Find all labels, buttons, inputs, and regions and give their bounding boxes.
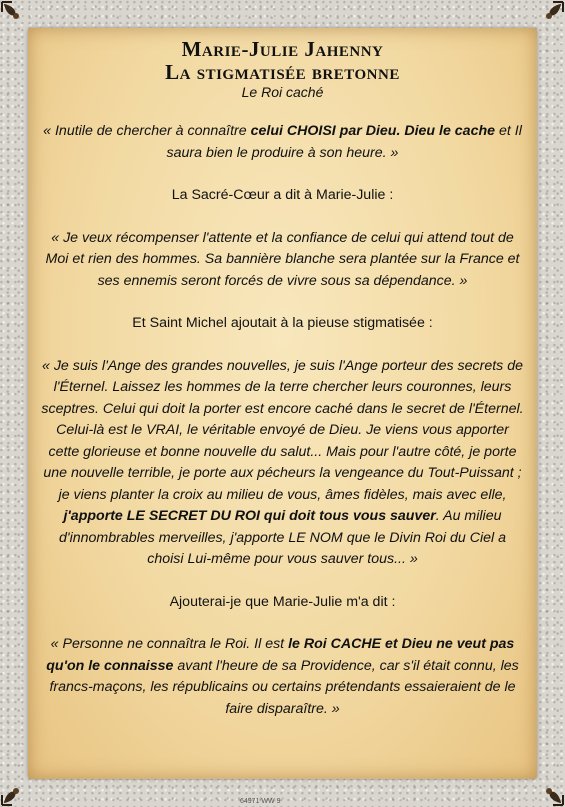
- intro-saint-michel: Et Saint Michel ajoutait à la pieuse stigmatisée :: [132, 315, 433, 331]
- quote-3-bold: j'apporte LE SECRET DU ROI qui doit tous vous sauver: [63, 508, 436, 524]
- quote-4-text-end: avant l'heure de sa Providence, car s'il était connu, les francs-maçons, les républicains ou certains prétendants essaieraient de le faire disparaître. »: [49, 657, 519, 717]
- quote-1-text-end: et Il saura bien le produire à son heure. »: [166, 123, 522, 161]
- quote-2: « Je veux récompenser l'attente et la confiance de celui qui attend tout de Moi et rien des hommes. Sa bannière blanche sera plantée sur la France et ses ennemis seront forcés de vivre sous sa dépendance. »: [45, 229, 520, 289]
- subtitle: Le Roi caché: [241, 84, 324, 100]
- quote-4-bold: le Roi CACHE et Dieu ne veut pas qu'on le connaisse: [46, 636, 515, 674]
- title-name: Marie-Julie Jahenny: [181, 37, 384, 61]
- quote-1-bold: celui CHOISI par Dieu. Dieu le cache: [250, 123, 496, 139]
- intro-marie-julie: Ajouterai-je que Marie-Julie m'a dit :: [169, 593, 396, 610]
- footer-code: 64971 WW 9: [240, 798, 281, 805]
- quote-4-text: « Personne ne connaîtra le Roi. Il est: [50, 636, 289, 652]
- title-subheading: La stigmatisée bretonne: [165, 60, 400, 84]
- document-content: [40, 38, 525, 720]
- quote-4: [40, 634, 525, 720]
- quote-3-text: « Je suis l'Ange des grandes nouvelles, je suis l'Ange porteur des secrets de l'Éternel. Laissez les hommes de la terre chercher leurs couronnes, leurs sceptres. Celui qui doit la porter est encore caché dans le secret de l'Éternel. Celui-là est le VRAI, le véritable envoyé de Dieu. Je viens vous apporter cette glorieuse et bonne nouvelle du salut... Mais pour l'autre côté, je porte une nouvelle terrible, je porte aux pécheurs la vengeance du Tout-Puissant ; je viens planter la croix au milieu de vous, âmes fidèles, mais avec elle,: [41, 357, 524, 503]
- quote-1: [40, 121, 525, 164]
- intro-sacred-heart: La Sacré-Cœur a dit à Marie-Julie :: [171, 187, 394, 203]
- quote-3: [40, 356, 525, 571]
- quote-3-text-end: . Au milieu d'innombrables merveilles, j'apporte LE NOM que le Divin Roi du Ciel a choisi Lui-même pour vous sauver tous... »: [58, 508, 506, 567]
- quote-1-text: « Inutile de chercher à connaître: [43, 123, 251, 139]
